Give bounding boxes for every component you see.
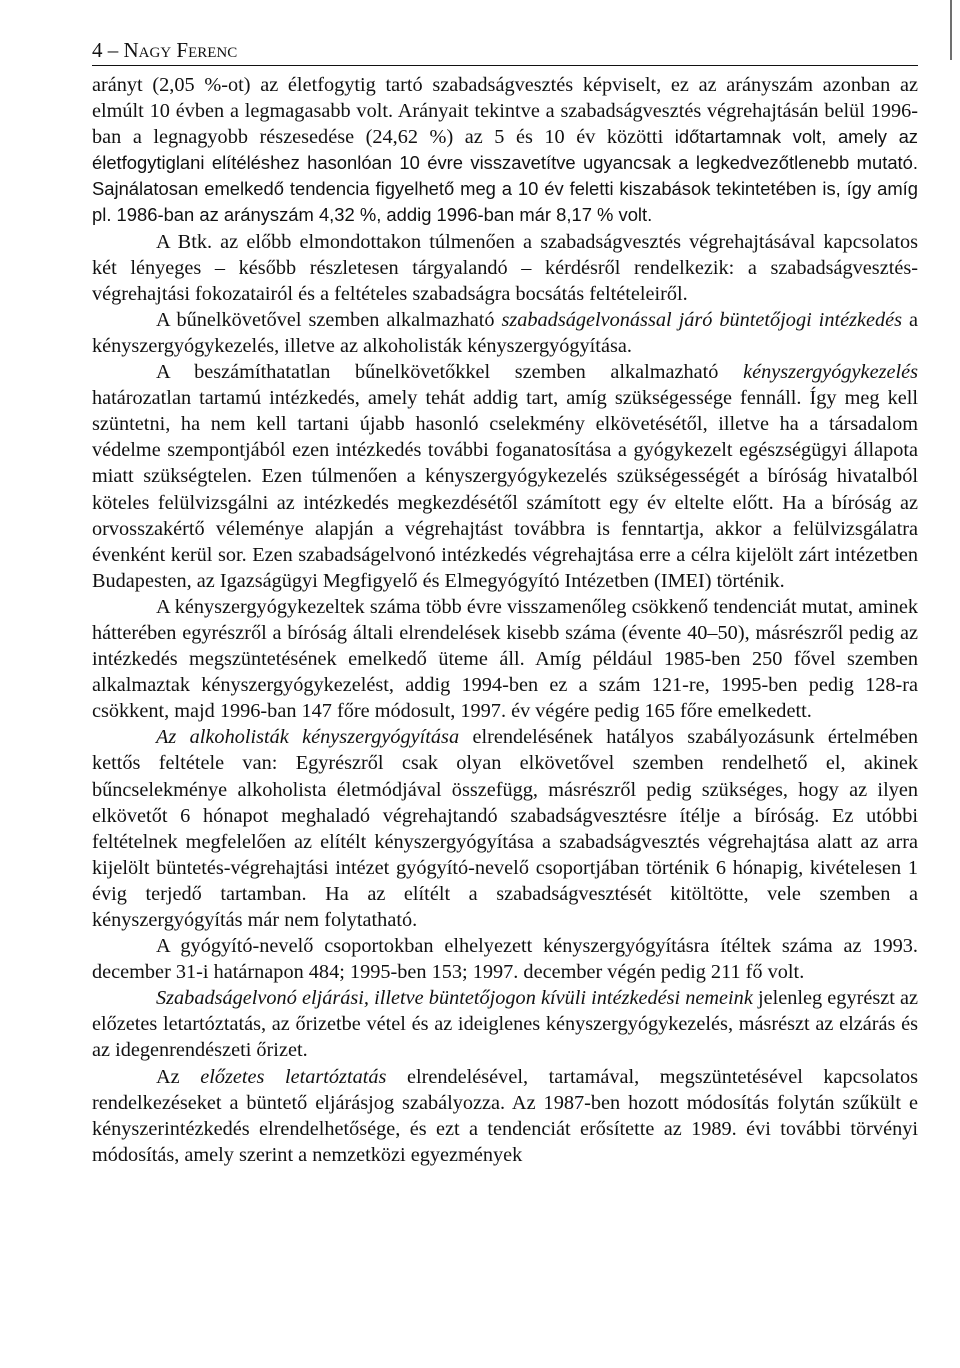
italic-run: előzetes letartóztatás — [200, 1065, 387, 1088]
page-number: 4 — [92, 38, 103, 62]
text-run: elrendelésével, tartamával, megszüntetésével kapcsolatos rendelkezéseket a büntető eljárásjog szabályozza. Az 1987-ben hozott módosítás folytán szűkült e kényszerintézkedés elrendelhetősége, és ezt a tendenciát erősítette az 1989. évi további törvényi módosítás, amely szerint a nemzetközi egyezmények — [92, 1065, 919, 1166]
text-run: a kényszergyógykezelés, illetve az alkoholisták kényszergyógyítása. — [92, 308, 918, 357]
italic-run: Az alkoholisták kényszergyógyítása — [156, 726, 460, 749]
scan-edge-mark — [950, 0, 960, 60]
paragraph — [92, 985, 918, 1063]
paragraph — [92, 229, 918, 307]
header-separator: – — [102, 38, 124, 62]
text-run: A Btk. az előbb elmondottakon túlmenően a szabadságvesztés végrehajtásával kapcsolatos két lényeges – később részletesen tárgyalandó – kérdésről rendelkezik: a szabadságvesztés-végrehajtási fokozatairól és a feltételes szabadságra bocsátás feltételeiről. — [92, 230, 918, 305]
paragraph — [92, 594, 918, 724]
text-run: arányt (2,05 %-ot) az életfogytig tartó szabadságvesztés képviselt, ez az arányszám azonban az elmúlt 10 évben a legmagasabb volt. Arányait tekintve a szabadságvesztés végrehajtásán belül 1996-ban a legnagyobb részesedése (24,62 %) az 5 és 10 év közötti — [92, 74, 918, 149]
text-run: A kényszergyógykezeltek száma több évre visszamenőleg csökkenő tendenciát mutat, aminek hátterében egyrészről a bíróság általi elrendelések kisebb száma (évente 40–50), másrészről pedig az intézkedés megszüntetésének emelkedő üteme áll. Amíg például 1985-ben 250 fővel szemben alkalmaztak kényszergyógykezelést, addig 1994-ben ez a szám 121-re, 1995-ben pedig 128-ra csökkent, majd 1996-ban 147 főre módosult, 1997. év végére pedig 165 főre emelkedett. — [92, 595, 918, 723]
text-run: időtartamnak volt, amely az életfogytiglani elítéléshez hasonlóan 10 évre visszavetítve ugyancsak a legkedvezőtlenebb mutató. Sajnálatosan emelkedő tendencia figyelhető meg a 10 év feletti kiszabások tekintetében is, így amíg pl. 1986-ban az arányszám 4,32 %, addig 1996-ban már 8,17 % volt. — [92, 126, 918, 226]
italic-run: kényszergyógykezelés — [743, 361, 918, 384]
paragraph — [92, 307, 918, 359]
paragraph — [92, 933, 918, 985]
paragraph — [92, 1064, 918, 1168]
text-run: A gyógyító-nevelő csoportokban elhelyezett kényszergyógyításra ítéltek száma az 1993. december 31-i határnapon 484; 1995-ben 153; 1997. december végén pedig 211 fő volt. — [92, 935, 918, 984]
paragraph — [92, 359, 918, 594]
text-run: jelenleg egyrészt az előzetes letartóztatás, az őrizetbe vétel és az ideiglenes kényszergyógykezelés, másrészt az elzárás és az idegenrendészeti őrizet. — [92, 987, 918, 1062]
paragraph — [92, 724, 918, 933]
page — [92, 38, 918, 1168]
text-run: A bűnelkövetővel szemben alkalmazható — [156, 308, 502, 331]
text-run: Az — [156, 1065, 201, 1088]
italic-run: Szabadságelvonó eljárási, illetve büntetőjogon kívüli intézkedési nemeink — [156, 987, 753, 1010]
author-name: Nagy Ferenc — [123, 38, 238, 62]
body-text — [92, 72, 918, 1168]
text-run: elrendelésének hatályos szabályozásunk értelmében kettős feltétele van: Egyrészről csak olyan elkövetővel szemben rendelhető el, akinek bűncselekménye alkoholista életmódjával összefügg, másrészről pedig szükséges, hogy az ilyen elkövetőt 6 hónapot meghaladó végrehajtandó szabadságvesztésre ítélje a bíróság. Ez utóbbi feltételnek megfelelően az elítélt kényszergyógyítása a szabadságvesztés végrehajtása alatt az arra kijelölt büntetés-végrehajtási intézet gyógyító-nevelő csoportjában történik 6 hónapig, kivételesen 1 évig terjedő tartamban. Ha az elítélt a szabadságvesztését kitöltötte, vele szemben a kényszergyógyítás már nem folytatható. — [92, 726, 918, 931]
italic-run: szabadságelvonással járó büntetőjogi intézkedés — [501, 308, 903, 331]
text-run: határozatlan tartamú intézkedés, amely tehát addig tart, amíg szükségessége fennáll. Így meg kell szüntetni, ha nem kell tartani újabb hasonló cselekmény elkövetésétől, illetve ha a társadalom védelme szempontjából ezen intézkedés további foganatosítása a gyógykezelt egészségügyi állapota miatt szükségtelen. Ezen túlmenően a kényszergyógykezelés szükségességét a bíróság hivatalból köteles felülvizsgálni az intézkedés megkezdésétől számított egy év eltelte előtt. Ha a bíróság az orvosszakértő véleménye alapján a végrehajtást továbbra is fenntartja, akkor a felülvizsgálatra évenként kerül sor. Ezen szabadságelvonó intézkedés végrehajtása erre a célra kijelölt zárt intézetben Budapesten, az Igazságügyi Megfigyelő és Elmegyógyító Intézetben (IMEI) történik. — [92, 387, 918, 592]
running-head — [92, 38, 918, 66]
text-run: A beszámíthatatlan bűnelkövetőkkel szemben alkalmazható — [156, 361, 744, 384]
paragraph — [92, 72, 918, 229]
